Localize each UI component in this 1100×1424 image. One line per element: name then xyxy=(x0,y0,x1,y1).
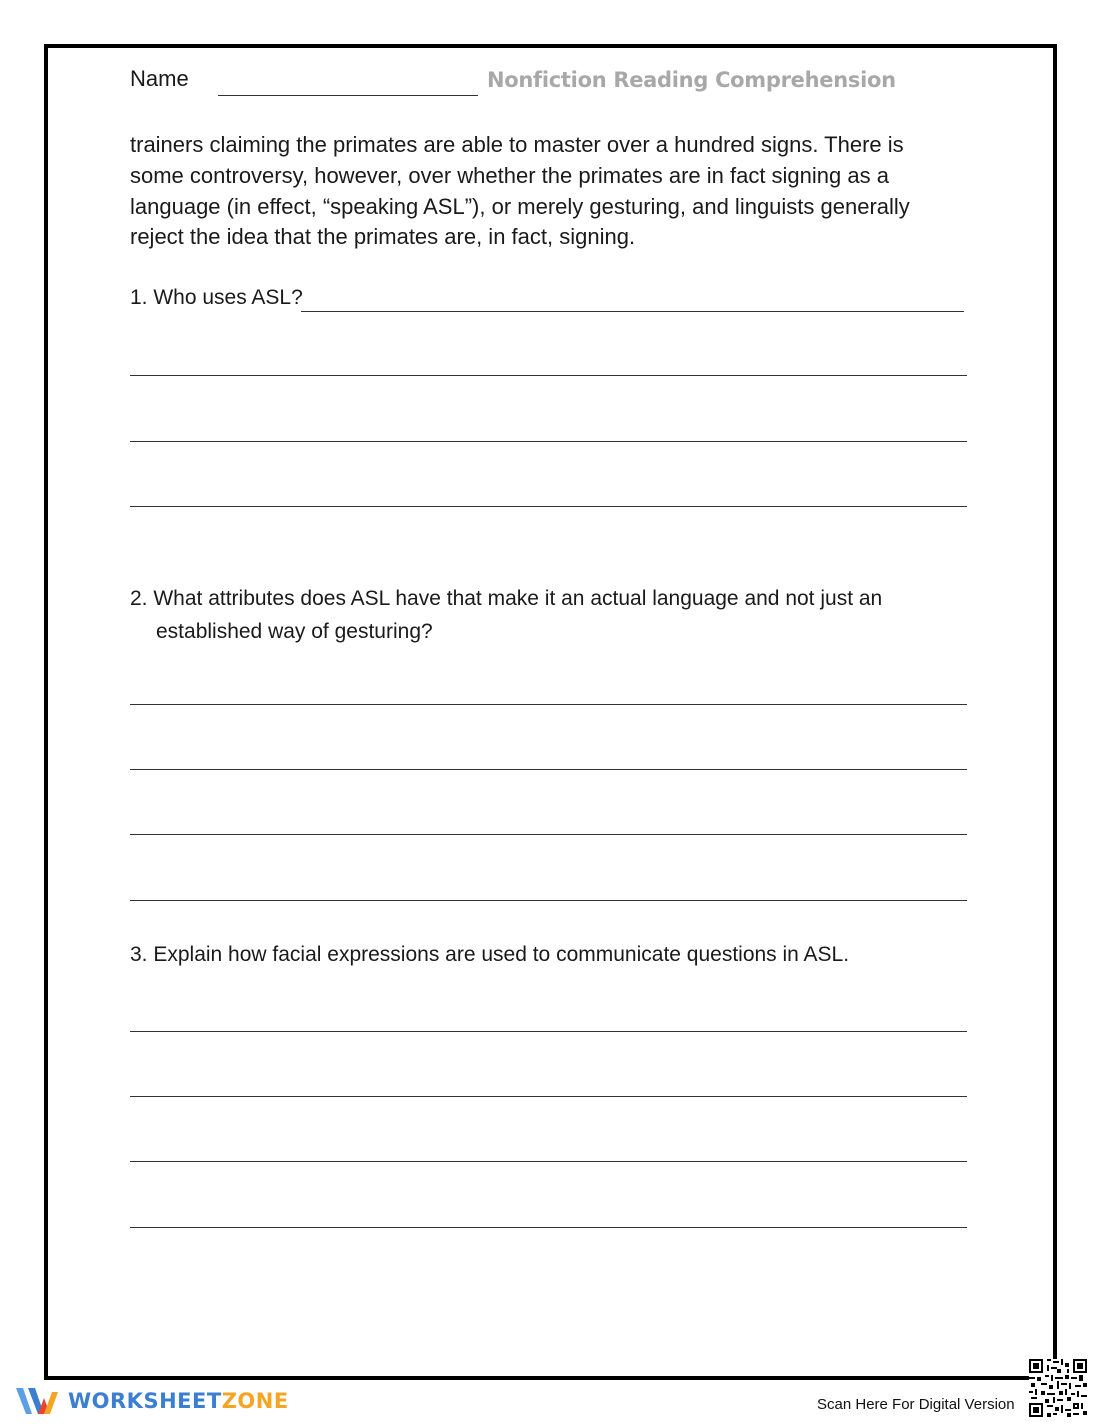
answer-line[interactable] xyxy=(130,1096,967,1097)
question-2-line-2: established way of gesturing? xyxy=(156,620,433,643)
answer-line[interactable] xyxy=(130,375,967,376)
name-label: Name xyxy=(130,66,189,91)
logo-text-worksheet: WORKSHEET xyxy=(68,1389,222,1413)
answer-line[interactable] xyxy=(130,1031,967,1032)
answer-line[interactable] xyxy=(130,834,967,835)
answer-line[interactable] xyxy=(130,506,967,507)
question-2-line-1: 2. What attributes does ASL have that make it an actual language and not just an xyxy=(130,587,883,610)
logo-w-icon xyxy=(14,1384,60,1418)
answer-line[interactable] xyxy=(130,441,967,442)
question-3: 3. Explain how facial expressions are used to communicate questions in ASL. xyxy=(130,943,850,966)
question-2 xyxy=(130,582,960,648)
worksheetzone-logo[interactable] xyxy=(14,1383,289,1419)
name-answer-line[interactable] xyxy=(218,95,478,96)
logo-text xyxy=(68,1389,289,1413)
logo-text-zone: ZONE xyxy=(221,1389,289,1413)
answer-line[interactable] xyxy=(130,900,967,901)
answer-line[interactable] xyxy=(130,704,967,705)
reading-passage: trainers claiming the primates are able to master over a hundred signs. There is some controversy, however, over whether the primates are in fact signing as a language (in effect, “speaking ASL”), or merely gesturing, and linguists generally reject the idea that the primates are, in fact, signing. xyxy=(130,132,910,250)
qr-code-icon[interactable] xyxy=(1029,1359,1087,1417)
scan-caption: Scan Here For Digital Version xyxy=(817,1396,1015,1413)
answer-line[interactable] xyxy=(130,1161,967,1162)
worksheet-title: Nonfiction Reading Comprehension xyxy=(487,68,896,92)
question-1-answer-line[interactable] xyxy=(301,311,964,312)
answer-line[interactable] xyxy=(130,1227,967,1228)
answer-line[interactable] xyxy=(130,769,967,770)
question-1: 1. Who uses ASL? xyxy=(130,286,303,309)
